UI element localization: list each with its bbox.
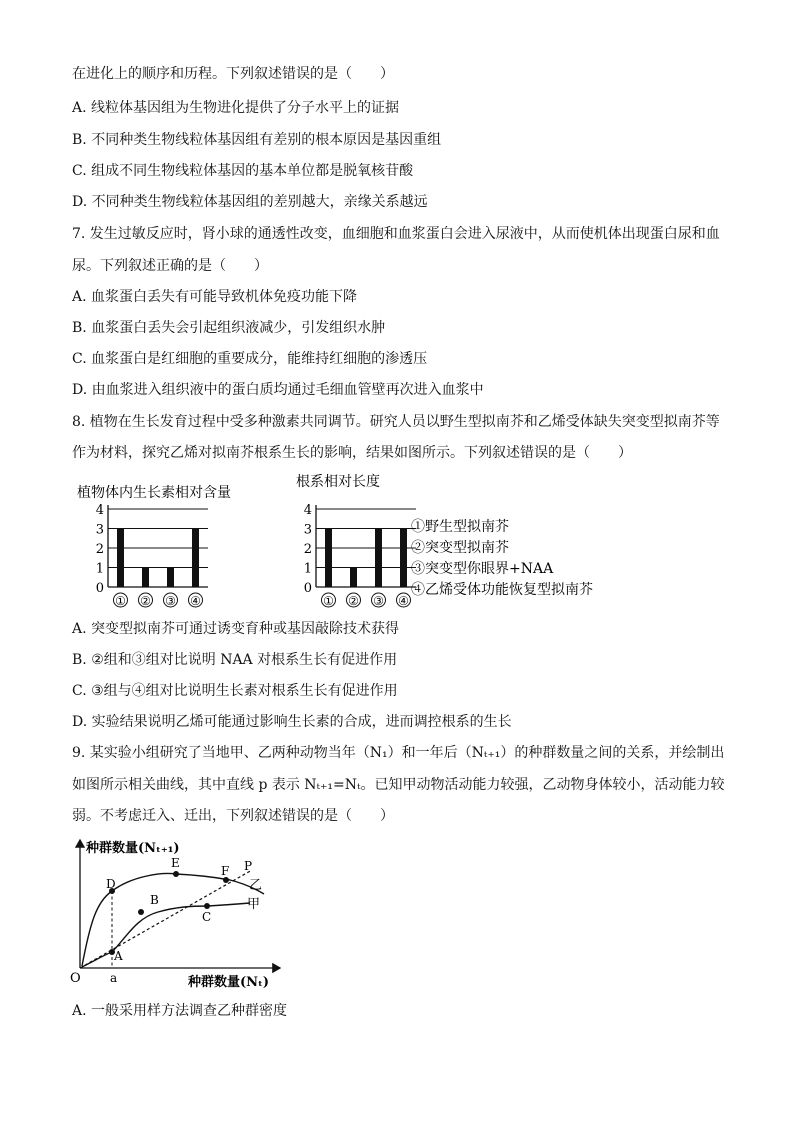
q7-option-a: A. 血浆蛋白丢失有可能导致机体免疫功能下降 xyxy=(72,289,358,305)
q9-stem-line1: 9. 某实验小组研究了当地甲、乙两种动物当年（N₁）和一年后（Nₜ₊₁）的种群数量之间的关系，并绘制出 xyxy=(72,745,725,761)
q8-option-c: C. ③组与④组对比说明生长素对根系生长有促进作用 xyxy=(72,683,398,699)
root-length-bar-chart xyxy=(304,503,416,608)
point-f-label: F xyxy=(221,864,230,878)
point-d-label: D xyxy=(106,877,116,891)
q6-stem: 在进化上的顺序和历程。下列叙述错误的是（ ） xyxy=(72,66,394,82)
legend-item-1: ①野生型拟南芥 xyxy=(411,519,509,535)
point-b-label: B xyxy=(150,893,159,907)
legend-item-4: ④乙烯受体功能恢复型拟南芥 xyxy=(411,582,593,598)
auxin-y-tick: 1 xyxy=(95,561,104,577)
root-category-label: ② xyxy=(348,594,359,608)
q9-stem-line3: 弱。不考虑迁入、迁出，下列叙述错误的是（ ） xyxy=(72,808,394,824)
auxin-y-tick: 2 xyxy=(95,542,104,557)
legend-item-3: ③突变型你眼界+NAA xyxy=(411,561,554,577)
root-y-tick: 1 xyxy=(303,561,312,577)
point-e-label: E xyxy=(171,856,180,870)
auxin-y-tick: 4 xyxy=(95,503,104,518)
q9-option-a: A. 一般采用样方法调查乙种群密度 xyxy=(72,1003,288,1019)
root-category-label: ① xyxy=(323,594,334,608)
q6-option-a: A. 线粒体基因组为生物进化提供了分子水平上的证据 xyxy=(72,100,400,116)
root-y-tick: 2 xyxy=(303,542,312,557)
root-y-tick: 0 xyxy=(303,581,312,596)
root-category-label: ④ xyxy=(398,594,409,608)
q8-option-b: B. ②组和③组对比说明 NAA 对根系生长有促进作用 xyxy=(72,652,398,668)
q6-option-c: C. 组成不同生物线粒体基因的基本单位都是脱氧核苷酸 xyxy=(72,163,414,179)
q7-stem-line1: 7. 发生过敏反应时，肾小球的通透性改变，血细胞和血浆蛋白会进入尿液中，从而使机体出现蛋白尿和血 xyxy=(72,226,720,242)
q8-stem-line1: 8. 植物在生长发育过程中受多种激素共同调节。研究人员以野生型拟南芥和乙烯受体缺失突变型拟南芥等 xyxy=(72,414,720,430)
root-bar xyxy=(400,529,407,588)
q7-option-b: B. 血浆蛋白丢失会引起组织液减少，引发组织水肿 xyxy=(72,320,386,336)
q7-option-c: C. 血浆蛋白是红细胞的重要成分，能维持红细胞的渗透压 xyxy=(72,351,428,367)
q8-option-a: A. 突变型拟南芥可通过诱变育种或基因敲除技术获得 xyxy=(72,621,400,637)
q8-stem-line2: 作为材料，探究乙烯对拟南芥根系生长的影响，结果如图所示。下列叙述错误的是（ ） xyxy=(72,445,632,461)
root-y-tick: 4 xyxy=(303,503,312,518)
auxin-bar xyxy=(167,568,174,588)
x-tick-a: a xyxy=(110,971,118,985)
q8-option-d: D. 实验结果说明乙烯可能通过影响生长素的合成，进而调控根系的生长 xyxy=(72,714,512,730)
auxin-category-label: ① xyxy=(115,594,126,608)
auxin-y-tick: 0 xyxy=(95,581,104,596)
auxin-y-tick: 3 xyxy=(95,522,104,538)
q9-figure xyxy=(66,832,296,1002)
auxin-bar xyxy=(117,529,124,588)
q8-figure xyxy=(60,470,660,615)
legend-item-2: ②突变型拟南芥 xyxy=(411,540,509,556)
origin-label: O xyxy=(70,971,81,986)
auxin-category-label: ③ xyxy=(165,594,176,608)
point-c-label: C xyxy=(202,910,212,924)
curve-jia xyxy=(82,903,250,967)
x-axis-label: 种群数量(Nₜ) xyxy=(188,975,270,990)
root-bar xyxy=(350,568,357,588)
q6-option-d: D. 不同种类生物线粒体基因组的差别越大，亲缘关系越远 xyxy=(72,194,428,210)
root-bar xyxy=(325,529,332,588)
curve-jia-label: 甲 xyxy=(247,897,261,912)
q7-option-d: D. 由血浆进入组织液中的蛋白质均通过毛细血管壁再次进入血浆中 xyxy=(72,382,484,398)
point-c xyxy=(204,903,210,909)
q8-legend xyxy=(411,518,593,598)
q7-stem-line2: 尿。下列叙述正确的是（ ） xyxy=(72,258,268,274)
point-e xyxy=(173,871,179,877)
auxin-category-label: ④ xyxy=(190,594,201,608)
line-p-label: P xyxy=(244,859,253,873)
q9-stem-line2: 如图所示相关曲线，其中直线 p 表示 Nₜ₊₁=Nₜ。已知甲动物活动能力较强，乙动物身体较小，活动能力较 xyxy=(72,777,725,793)
auxin-bar xyxy=(142,568,149,588)
curve-yi-label: 乙 xyxy=(249,878,263,893)
y-axis-label: 种群数量(Nₜ₊₁) xyxy=(86,841,180,856)
auxin-category-label: ② xyxy=(140,594,151,608)
chart2-title: 根系相对长度 xyxy=(296,474,380,490)
auxin-bar xyxy=(192,529,199,588)
root-bar xyxy=(375,529,382,588)
point-b xyxy=(138,909,144,915)
auxin-bar-chart xyxy=(96,503,208,608)
root-y-tick: 3 xyxy=(303,522,312,538)
point-a-label: A xyxy=(114,949,123,963)
q6-option-b: B. 不同种类生物线粒体基因组有差别的根本原因是基因重组 xyxy=(72,132,442,148)
root-category-label: ③ xyxy=(373,594,384,608)
chart1-title: 植物体内生长素相对含量 xyxy=(77,485,231,501)
